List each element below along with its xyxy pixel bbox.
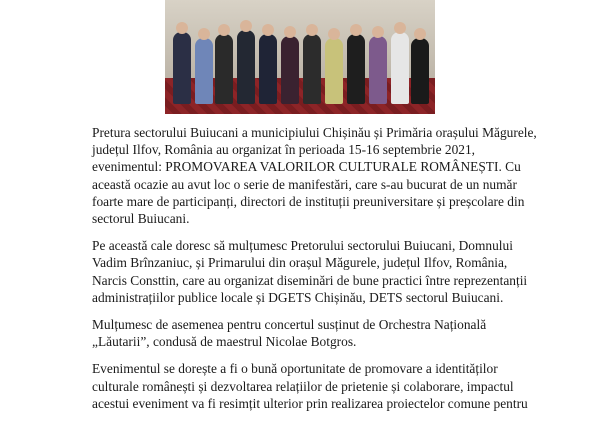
photo-person xyxy=(325,38,343,104)
group-photo xyxy=(165,0,435,114)
photo-person xyxy=(411,38,429,104)
photo-person xyxy=(281,36,299,104)
paragraph-2: Pe această cale doresc să mulțumesc Pretorului sectorului Buiucani, Domnului Vadim Brînzaniuc, și Primarului din orașul Măgurele, județul Ilfov, România, Narcis Consttin, care au organizat diseminări de bune practici între reprezentanții administrațiilor publice locale și DGETS Chișinău, DETS sectorul Buiucani. xyxy=(92,238,528,305)
photo-person xyxy=(303,34,321,104)
photo-person xyxy=(259,34,277,104)
photo-person xyxy=(215,34,233,104)
article-body xyxy=(92,124,562,422)
photo-person xyxy=(195,38,213,104)
photo-person xyxy=(173,32,191,104)
paragraph-3: Mulțumesc de asemenea pentru concertul susținut de Orchestra Națională „Lăutarii”, condusă de maestrul Nicolae Botgros. xyxy=(92,317,487,350)
paragraph-1: Pretura sectorului Buiucani a municipiului Chișinău și Primăria orașului Măgurele, județul Ilfov, România au organizat în perioada 15-16 septembrie 2021, evenimentul: PROMOVAREA VALORILOR CULTURALE ROMÂNEȘTI. Cu această ocazie au avut loc o serie de manifestări, care s-au bucurat de un număr foarte mare de participanți, directori de instituții preuniversitare și preșcolare din sectorul Buiucani. xyxy=(92,125,537,227)
photo-person xyxy=(391,32,409,104)
paragraph-4: Evenimentul se dorește a fi o bună oportunitate de promovare a identităților culturale românești și dezvoltarea relațiilor de prietenie și colaborare, impactul acestui eveniment va fi resimțit ulterior prin realizarea proiectelor comune pentru xyxy=(92,361,528,411)
photo-person xyxy=(237,30,255,104)
photo-person xyxy=(369,36,387,104)
photo-person xyxy=(347,34,365,104)
